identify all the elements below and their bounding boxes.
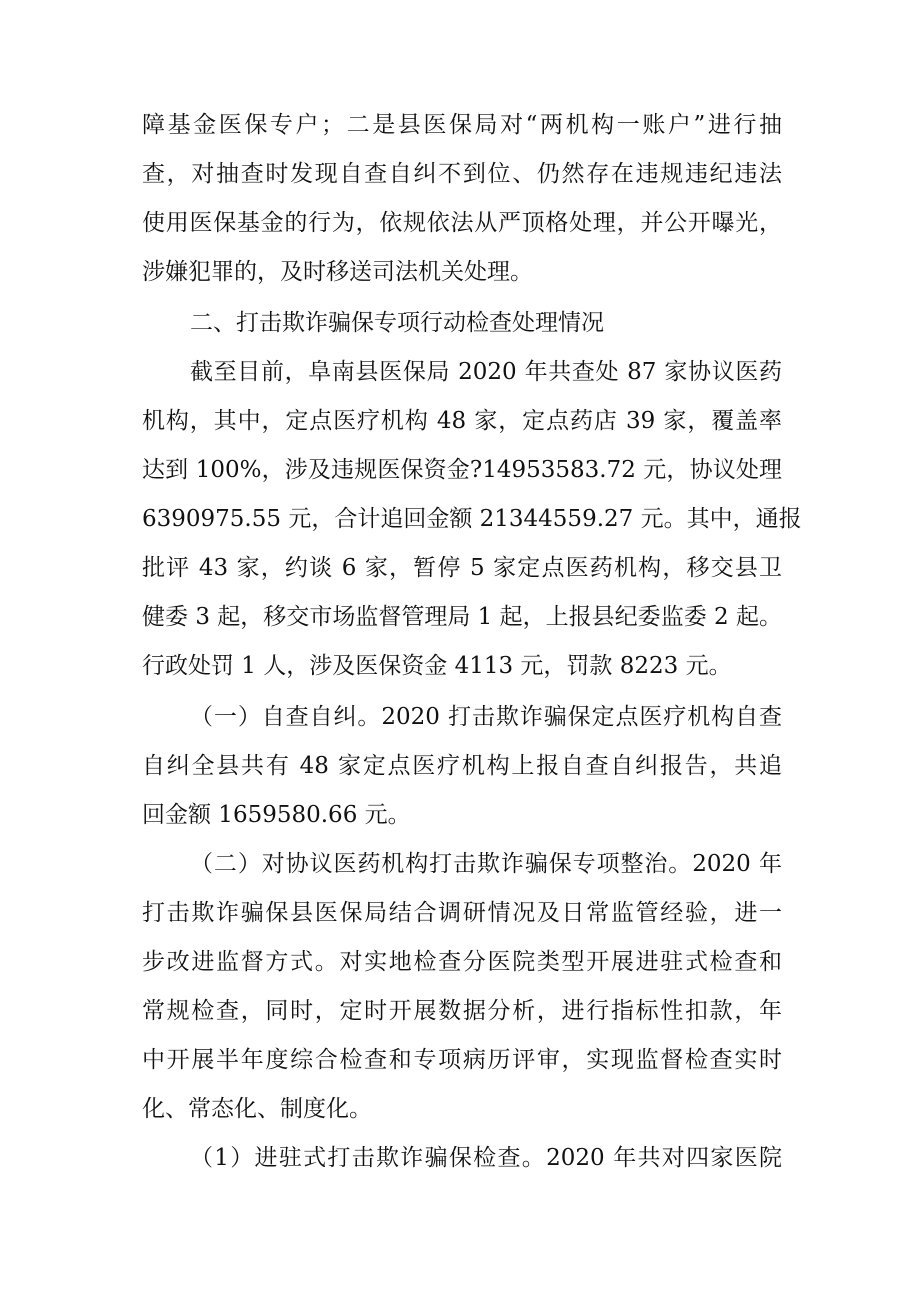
- text-line: 障基金医保专户；二是县医保局对“两机构一账户”进行抽: [142, 112, 782, 138]
- text-line: 步改进监督方式。对实地检查分医院类型开展进驻式检查和: [142, 949, 782, 975]
- text-line: 打击欺诈骗保县医保局结合调研情况及日常监管经验，进一: [142, 900, 782, 926]
- text-line: （1）进驻式打击欺诈骗保检查。2020 年共对四家医院: [190, 1145, 782, 1171]
- text-line: 化、常态化、制度化。: [142, 1096, 372, 1122]
- text-line: 中开展半年度综合检查和专项病历评审，实现监督检查实时: [142, 1047, 782, 1073]
- text-line: （一）自查自纠。2020 打击欺诈骗保定点医疗机构自查: [190, 704, 782, 730]
- text-line: 回金额 1659580.66 元。: [142, 802, 411, 828]
- text-line: 自纠全县共有 48 家定点医疗机构上报自查自纠报告，共追: [142, 753, 782, 779]
- text-line: （二）对协议医药机构打击欺诈骗保专项整治。2020 年: [190, 851, 782, 877]
- text-line: 机构，其中，定点医疗机构 48 家，定点药店 39 家，覆盖率: [142, 408, 782, 434]
- section-heading: 二、打击欺诈骗保专项行动检查处理情况: [190, 310, 604, 336]
- text-line: 健委 3 起，移交市场监督管理局 1 起，上报县纪委监委 2 起。: [142, 604, 782, 630]
- text-line: 达到 100%，涉及违规医保资金?14953583.72 元，协议处理: [142, 457, 782, 483]
- text-line: 6390975.55 元，合计追回金额 21344559.27 元。其中，通报: [142, 506, 802, 532]
- text-line: 涉嫌犯罪的，及时移送司法机关处理。: [142, 259, 533, 285]
- text-line: 使用医保基金的行为，依规依法从严顶格处理，并公开曝光，: [142, 210, 782, 236]
- text-line: 行政处罚 1 人，涉及医保资金 4113 元，罚款 8223 元。: [142, 653, 732, 679]
- text-line: 常规检查，同时，定时开展数据分析，进行指标性扣款，年: [142, 998, 782, 1024]
- text-line: 截至目前，阜南县医保局 2020 年共查处 87 家协议医药: [190, 359, 782, 385]
- text-line: 批评 43 家，约谈 6 家，暂停 5 家定点医药机构，移交县卫: [142, 555, 782, 581]
- text-line: 查，对抽查时发现自查自纠不到位、仍然存在违规违纪违法: [142, 161, 782, 187]
